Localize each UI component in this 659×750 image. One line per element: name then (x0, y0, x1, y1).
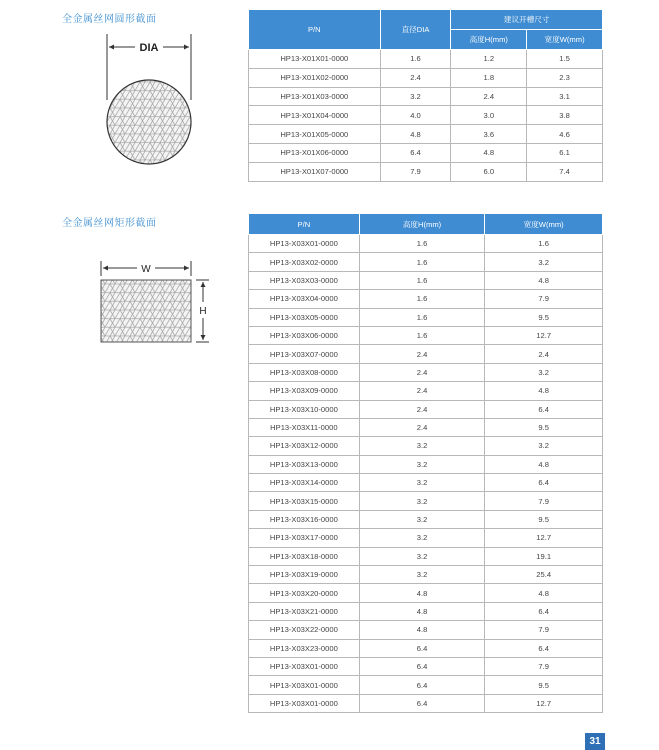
cell-h: 6.4 (359, 676, 485, 694)
cell-pn: HP13-X03X21-0000 (249, 602, 360, 620)
table-row (249, 694, 603, 712)
cell-w: 7.9 (485, 290, 603, 308)
cell-pn: HP13-X03X05-0000 (249, 308, 360, 326)
cell-w: 19.1 (485, 547, 603, 565)
cell-h: 1.6 (359, 253, 485, 271)
cell-w: 2.3 (527, 68, 603, 87)
cell-pn: HP13-X03X11-0000 (249, 418, 360, 436)
cell-w: 12.7 (485, 326, 603, 344)
cell-h: 4.8 (359, 584, 485, 602)
cell-dia: 1.6 (380, 50, 451, 69)
round-cross-section-diagram (95, 30, 207, 178)
cell-pn: HP13-X03X09-0000 (249, 382, 360, 400)
cell-h: 3.2 (359, 492, 485, 510)
round-section-table (248, 9, 603, 182)
cell-pn: HP13-X03X01-0000 (249, 235, 360, 253)
cell-pn: HP13-X03X01-0000 (249, 657, 360, 675)
table-row (249, 474, 603, 492)
cell-w: 4.8 (485, 455, 603, 473)
cell-w: 12.7 (485, 529, 603, 547)
cell-h: 3.2 (359, 547, 485, 565)
table-row (249, 106, 603, 125)
cell-w: 4.8 (485, 271, 603, 289)
cell-pn: HP13-X03X16-0000 (249, 510, 360, 528)
table-row (249, 326, 603, 344)
cell-w: 9.5 (485, 308, 603, 326)
cell-h: 2.4 (359, 382, 485, 400)
cell-h: 3.6 (451, 125, 527, 144)
cell-w: 3.2 (485, 253, 603, 271)
cell-w: 6.4 (485, 639, 603, 657)
table-row (249, 492, 603, 510)
cell-h: 3.0 (451, 106, 527, 125)
cell-w: 9.5 (485, 676, 603, 694)
cell-pn: HP13-X01X07-0000 (249, 162, 381, 181)
cell-w: 12.7 (485, 694, 603, 712)
cell-h: 4.8 (359, 602, 485, 620)
cell-h: 1.6 (359, 308, 485, 326)
cell-w: 9.5 (485, 510, 603, 528)
dia-label: DIA (139, 42, 159, 54)
cell-h: 3.2 (359, 510, 485, 528)
cell-w: 7.9 (485, 492, 603, 510)
cell-pn: HP13-X01X05-0000 (249, 125, 381, 144)
cell-h: 3.2 (359, 566, 485, 584)
cell-dia: 4.8 (380, 125, 451, 144)
cell-pn: HP13-X03X03-0000 (249, 271, 360, 289)
table-row (249, 253, 603, 271)
cell-w: 1.6 (485, 235, 603, 253)
col-header-width: 宽度W(mm) (485, 214, 603, 235)
cell-w: 2.4 (485, 345, 603, 363)
cell-pn: HP13-X01X06-0000 (249, 143, 381, 162)
table-row (249, 382, 603, 400)
cell-pn: HP13-X01X03-0000 (249, 87, 381, 106)
cell-w: 6.4 (485, 474, 603, 492)
cell-h: 2.4 (359, 363, 485, 381)
cell-w: 25.4 (485, 566, 603, 584)
table-row (249, 235, 603, 253)
cell-pn: HP13-X03X14-0000 (249, 474, 360, 492)
cell-h: 3.2 (359, 529, 485, 547)
cell-h: 4.8 (359, 621, 485, 639)
rect-cross-section-diagram (95, 258, 215, 346)
table-row (249, 143, 603, 162)
cell-pn: HP13-X03X15-0000 (249, 492, 360, 510)
table-row (249, 621, 603, 639)
section-title-rect: 全金属丝网矩形截面 (62, 218, 157, 229)
table-row (249, 271, 603, 289)
col-header-height: 高度H(mm) (359, 214, 485, 235)
table-row (249, 162, 603, 181)
cell-pn: HP13-X03X20-0000 (249, 584, 360, 602)
cell-w: 7.4 (527, 162, 603, 181)
cell-w: 9.5 (485, 418, 603, 436)
cell-pn: HP13-X01X04-0000 (249, 106, 381, 125)
cell-pn: HP13-X03X04-0000 (249, 290, 360, 308)
table-row (249, 639, 603, 657)
cell-pn: HP13-X01X01-0000 (249, 50, 381, 69)
cell-w: 4.6 (527, 125, 603, 144)
section-title-round: 全金属丝网圆形截面 (62, 14, 157, 25)
cell-w: 6.4 (485, 602, 603, 620)
cell-pn: HP13-X03X10-0000 (249, 400, 360, 418)
cell-h: 3.2 (359, 474, 485, 492)
table-row (249, 68, 603, 87)
cell-w: 3.2 (485, 437, 603, 455)
table-row (249, 87, 603, 106)
col-header-dia: 直径DIA (380, 10, 451, 50)
cell-pn: HP13-X03X22-0000 (249, 621, 360, 639)
table-row (249, 455, 603, 473)
cell-w: 4.8 (485, 382, 603, 400)
cell-dia: 6.4 (380, 143, 451, 162)
cell-w: 3.8 (527, 106, 603, 125)
height-label: H (199, 306, 207, 317)
cell-dia: 7.9 (380, 162, 451, 181)
table-row (249, 510, 603, 528)
table-row (249, 345, 603, 363)
cell-h: 1.6 (359, 235, 485, 253)
cell-pn: HP13-X03X12-0000 (249, 437, 360, 455)
cell-h: 1.6 (359, 290, 485, 308)
cell-h: 2.4 (359, 345, 485, 363)
rect-section-table (248, 213, 603, 713)
table-row (249, 363, 603, 381)
cell-h: 2.4 (451, 87, 527, 106)
table-row (249, 547, 603, 565)
cell-h: 3.2 (359, 455, 485, 473)
cell-h: 4.8 (451, 143, 527, 162)
col-header-height: 高度H(mm) (451, 30, 527, 50)
col-header-group: 建议开槽尺寸 (451, 10, 603, 30)
cell-pn: HP13-X03X18-0000 (249, 547, 360, 565)
cell-w: 6.4 (485, 400, 603, 418)
cell-h: 1.6 (359, 326, 485, 344)
cell-pn: HP13-X03X01-0000 (249, 676, 360, 694)
cell-h: 1.2 (451, 50, 527, 69)
table-row (249, 566, 603, 584)
cell-h: 6.4 (359, 694, 485, 712)
cell-pn: HP13-X03X13-0000 (249, 455, 360, 473)
cell-w: 3.2 (485, 363, 603, 381)
col-header-width: 宽度W(mm) (527, 30, 603, 50)
col-header-pn: P/N (249, 10, 381, 50)
cell-h: 2.4 (359, 418, 485, 436)
width-label: W (141, 264, 151, 275)
cell-w: 7.9 (485, 657, 603, 675)
cell-h: 1.6 (359, 271, 485, 289)
table-row (249, 400, 603, 418)
cell-pn: HP13-X03X02-0000 (249, 253, 360, 271)
cell-pn: HP13-X01X02-0000 (249, 68, 381, 87)
cell-w: 3.1 (527, 87, 603, 106)
cell-w: 4.8 (485, 584, 603, 602)
cell-pn: HP13-X03X19-0000 (249, 566, 360, 584)
cell-h: 6.4 (359, 657, 485, 675)
table-row (249, 125, 603, 144)
cell-h: 1.8 (451, 68, 527, 87)
table-row (249, 437, 603, 455)
cell-dia: 3.2 (380, 87, 451, 106)
cell-h: 6.4 (359, 639, 485, 657)
cell-pn: HP13-X03X06-0000 (249, 326, 360, 344)
cell-pn: HP13-X03X01-0000 (249, 694, 360, 712)
cell-pn: HP13-X03X07-0000 (249, 345, 360, 363)
table-row (249, 657, 603, 675)
cell-h: 3.2 (359, 437, 485, 455)
table-row (249, 676, 603, 694)
cell-h: 2.4 (359, 400, 485, 418)
cell-pn: HP13-X03X17-0000 (249, 529, 360, 547)
table-row (249, 50, 603, 69)
cell-w: 1.5 (527, 50, 603, 69)
page-number: 31 (585, 733, 605, 750)
table-row (249, 290, 603, 308)
table-row (249, 584, 603, 602)
cell-w: 6.1 (527, 143, 603, 162)
cell-pn: HP13-X03X08-0000 (249, 363, 360, 381)
col-header-pn: P/N (249, 214, 360, 235)
table-row (249, 529, 603, 547)
table-row (249, 602, 603, 620)
cell-w: 7.9 (485, 621, 603, 639)
cell-dia: 4.0 (380, 106, 451, 125)
table-row (249, 308, 603, 326)
cell-dia: 2.4 (380, 68, 451, 87)
cell-pn: HP13-X03X23-0000 (249, 639, 360, 657)
table-row (249, 418, 603, 436)
cell-h: 6.0 (451, 162, 527, 181)
